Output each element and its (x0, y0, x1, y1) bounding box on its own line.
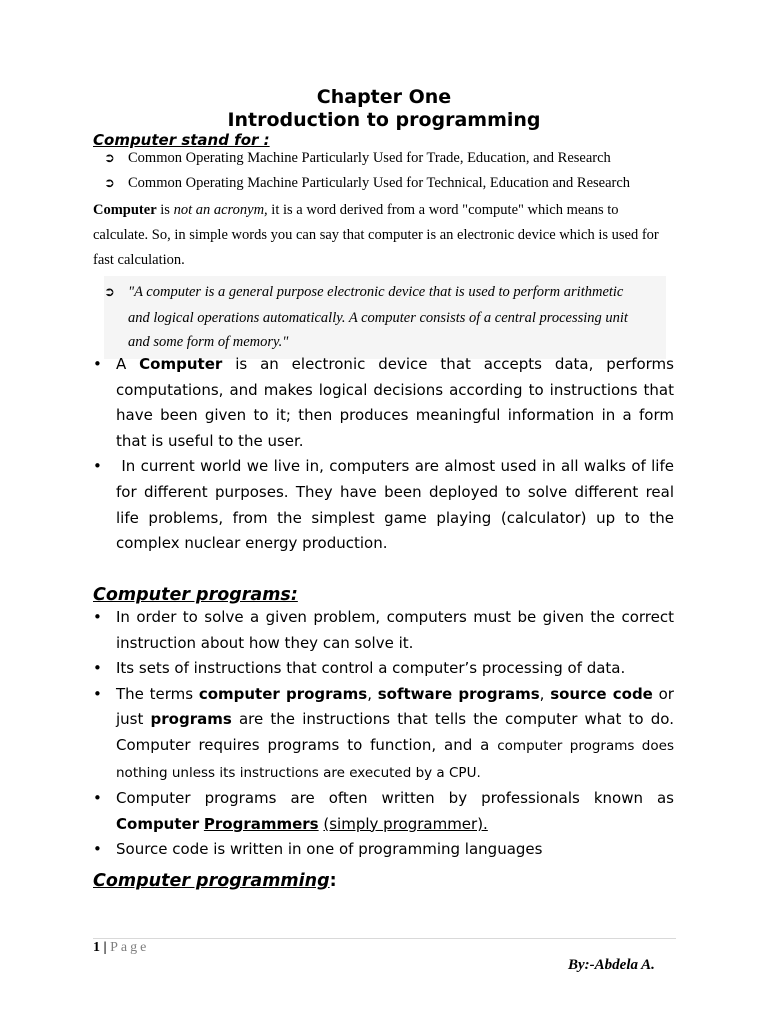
bold-term: Computer (116, 814, 200, 833)
bullet-text: or just (116, 684, 674, 729)
page-number (93, 940, 149, 956)
bullet-text: Source code is written in one of programming languages (116, 840, 543, 859)
page-separator: | (103, 940, 107, 955)
programs-bullet-list (93, 605, 674, 863)
definition-italic: not an acronym, (173, 202, 268, 218)
arrow-bullet-icon: ➲ (104, 285, 115, 300)
footer-divider (93, 938, 676, 939)
definition-text: it is a word derived from a word "compute" which means to calculate. So, in simple words you can say that computer is an electronic device which is used for fast calculation. (93, 202, 659, 268)
underlined-text: (simply programmer). (323, 814, 488, 833)
bullet-text: In current world we live in, computers are almost used in all walks of life for different purposes. They have been deployed to solve different real life problems, from the simplest game playing (calculator) up to the complex nuclear energy production. (116, 457, 674, 553)
quote-line: "A computer is a general purpose electronic device that is used to perform arithmetic (128, 284, 624, 300)
page-label: Page (110, 940, 150, 955)
bullet-text: Computer programs are often written by professionals known as (116, 789, 674, 808)
list-item (93, 682, 674, 786)
quote-line: and logical operations automatically. A computer consists of a central processing unit (128, 309, 628, 326)
bold-term: computer programs (198, 684, 368, 703)
quote-line: and some form of memory." (128, 334, 289, 350)
definition-term: Computer (93, 202, 157, 218)
arrow-bullet-icon: ➲ (104, 151, 115, 166)
stand-for-heading: Computer stand for : (93, 131, 270, 149)
chapter-subtitle: Introduction to programming (227, 109, 541, 131)
bullet-text: The terms (116, 684, 194, 703)
bold-term: programs (150, 710, 232, 729)
chapter-title: Chapter One (316, 86, 452, 108)
definition-is: is (160, 202, 170, 218)
bullet-bold-term: Computer (139, 355, 223, 373)
list-item (93, 786, 674, 837)
list-item (93, 605, 674, 656)
stand-for-text: Common Operating Machine Particularly Used for Technical, Education and Research (128, 175, 631, 191)
list-item (93, 656, 674, 682)
bold-term: source code (550, 684, 653, 703)
quote-block (104, 276, 666, 359)
bold-term: software programs (377, 684, 540, 703)
bullet-text: is an electronic device that accepts data, performs computations, and makes logical decisions according to instructions that have been given to it; then produces meaningful information in a form that is useful to the user. (116, 355, 674, 450)
stand-for-item (104, 149, 611, 168)
stand-for-item (104, 174, 630, 193)
programming-heading (93, 871, 337, 891)
author-signature: By:-Abdela A. (568, 957, 655, 973)
bullet-text: are the instructions that tells the computer what to do. Computer requires programs to function, and a (116, 710, 674, 754)
punctuation: , (367, 684, 373, 703)
bullet-prefix: A (116, 355, 127, 373)
bold-underlined-term: Programmers (203, 814, 319, 833)
list-item (93, 837, 674, 863)
definition-paragraph (93, 198, 677, 273)
bullet-text: In order to solve a given problem, computers must be given the correct instruction about how they can solve it. (116, 608, 674, 652)
bullet-text: Its sets of instructions that control a computer’s processing of data. (116, 659, 626, 678)
list-item (93, 454, 674, 556)
intro-bullet-list (93, 352, 674, 557)
page-number-value: 1 (93, 940, 100, 955)
stand-for-text: Common Operating Machine Particularly Used for Trade, Education, and Research (128, 150, 611, 166)
arrow-bullet-icon: ➲ (104, 176, 115, 191)
punctuation: , (539, 684, 545, 703)
programs-heading: Computer programs: (93, 585, 298, 605)
list-item (93, 352, 674, 454)
bullet-small-text: computer programs does nothing unless its instructions are executed by a CPU. (116, 737, 674, 781)
programming-heading-text: Computer programming (93, 871, 330, 891)
heading-colon: : (329, 871, 337, 891)
